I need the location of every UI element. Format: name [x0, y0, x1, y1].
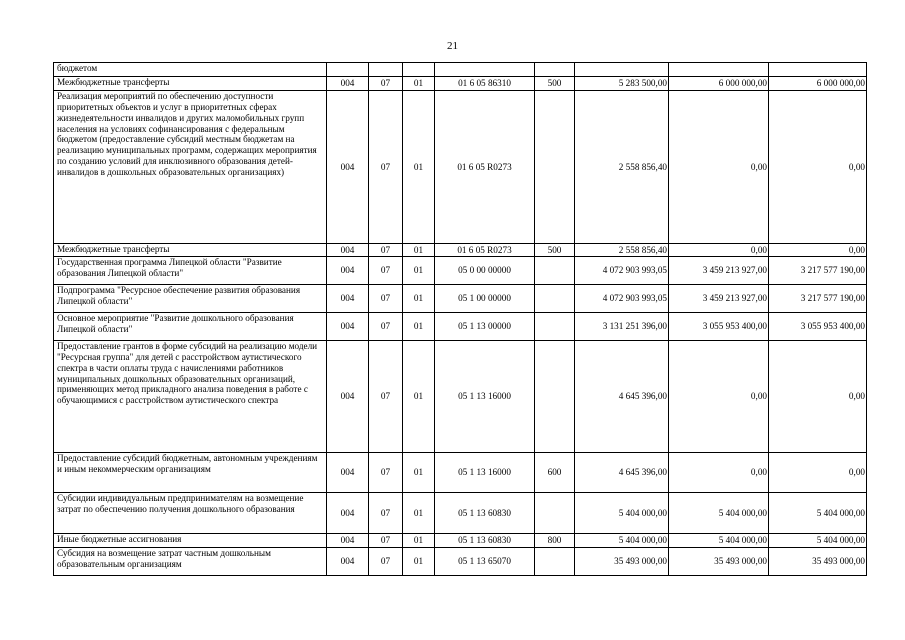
expense-type-code: 500 [535, 244, 575, 257]
amount-year-1: 4 072 903 993,05 [575, 257, 669, 285]
target-code: 01 6 05 86310 [435, 77, 535, 91]
amount-year-2: 0,00 [669, 244, 769, 257]
section-code: 07 [369, 257, 403, 285]
row-name: Реализация мероприятий по обеспечению доступности приоритетных объектов и услуг в приоритетных сферах жизнедеятельности инвалидов и других маломобильных групп населения на условиях софинансирования с федеральным бюджетом (предоставление субсидий местным бюджетам на реализацию муниципальных программ, содержащих мероприятия по созданию условий для инклюзивного образования детей-инвалидов в дошкольных образовательных организациях) [54, 91, 327, 244]
amount-year-1: 4 645 396,00 [575, 453, 669, 493]
expense-type-code: 600 [535, 453, 575, 493]
table-row [54, 257, 867, 285]
subsection-code: 01 [403, 341, 435, 453]
amount-year-3: 5 404 000,00 [769, 493, 867, 534]
target-code: 05 1 00 00000 [435, 285, 535, 313]
amount-year-3: 0,00 [769, 453, 867, 493]
amount-year-2: 5 404 000,00 [669, 534, 769, 548]
amount-year-2: 0,00 [669, 341, 769, 453]
subsection-code: 01 [403, 453, 435, 493]
subsection-code [403, 63, 435, 77]
row-name: Основное мероприятие "Развитие дошкольного образования Липецкой области" [54, 313, 327, 341]
expense-type-code [535, 313, 575, 341]
ministry-code: 004 [327, 548, 369, 576]
table-row [54, 453, 867, 493]
amount-year-3: 35 493 000,00 [769, 548, 867, 576]
row-name: Иные бюджетные ассигнования [54, 534, 327, 548]
expense-type-code [535, 548, 575, 576]
ministry-code: 004 [327, 257, 369, 285]
amount-year-1: 5 283 500,00 [575, 77, 669, 91]
budget-table [53, 62, 867, 576]
amount-year-1: 3 131 251 396,00 [575, 313, 669, 341]
ministry-code: 004 [327, 534, 369, 548]
section-code: 07 [369, 285, 403, 313]
section-code: 07 [369, 244, 403, 257]
subsection-code: 01 [403, 313, 435, 341]
amount-year-2: 0,00 [669, 453, 769, 493]
table-row [54, 285, 867, 313]
budget-table-body [54, 63, 867, 576]
amount-year-2 [669, 63, 769, 77]
page-number: 21 [447, 40, 458, 52]
amount-year-2: 3 055 953 400,00 [669, 313, 769, 341]
target-code: 05 1 13 60830 [435, 534, 535, 548]
ministry-code: 004 [327, 341, 369, 453]
table-row [54, 493, 867, 534]
row-name: Субсидии индивидуальным предпринимателям на возмещение затрат по обеспечению получения дошкольного образования [54, 493, 327, 534]
row-name: бюджетом [54, 63, 327, 77]
expense-type-code [535, 91, 575, 244]
amount-year-1: 35 493 000,00 [575, 548, 669, 576]
table-row [54, 313, 867, 341]
subsection-code: 01 [403, 548, 435, 576]
amount-year-3 [769, 63, 867, 77]
amount-year-2: 35 493 000,00 [669, 548, 769, 576]
expense-type-code [535, 493, 575, 534]
amount-year-3: 0,00 [769, 91, 867, 244]
row-name: Предоставление субсидий бюджетным, автономным учреждениям и иным некоммерческим организациям [54, 453, 327, 493]
ministry-code: 004 [327, 77, 369, 91]
amount-year-2: 0,00 [669, 91, 769, 244]
amount-year-2: 6 000 000,00 [669, 77, 769, 91]
table-row [54, 548, 867, 576]
amount-year-1: 4 072 903 993,05 [575, 285, 669, 313]
expense-type-code: 500 [535, 77, 575, 91]
target-code: 05 1 13 00000 [435, 313, 535, 341]
section-code: 07 [369, 77, 403, 91]
target-code [435, 63, 535, 77]
subsection-code: 01 [403, 285, 435, 313]
target-code: 05 1 13 16000 [435, 453, 535, 493]
section-code [369, 63, 403, 77]
table-row [54, 244, 867, 257]
subsection-code: 01 [403, 91, 435, 244]
target-code: 05 1 13 16000 [435, 341, 535, 453]
expense-type-code [535, 341, 575, 453]
amount-year-2: 5 404 000,00 [669, 493, 769, 534]
table-row [54, 341, 867, 453]
expense-type-code [535, 257, 575, 285]
amount-year-3: 6 000 000,00 [769, 77, 867, 91]
amount-year-3: 0,00 [769, 341, 867, 453]
amount-year-1: 4 645 396,00 [575, 341, 669, 453]
row-name: Межбюджетные трансферты [54, 77, 327, 91]
expense-type-code [535, 63, 575, 77]
section-code: 07 [369, 91, 403, 244]
row-name: Субсидия на возмещение затрат частным дошкольным образовательным организациям [54, 548, 327, 576]
amount-year-1 [575, 63, 669, 77]
amount-year-3: 0,00 [769, 244, 867, 257]
section-code: 07 [369, 493, 403, 534]
target-code: 01 6 05 R0273 [435, 91, 535, 244]
ministry-code: 004 [327, 91, 369, 244]
amount-year-2: 3 459 213 927,00 [669, 257, 769, 285]
ministry-code: 004 [327, 313, 369, 341]
amount-year-3: 5 404 000,00 [769, 534, 867, 548]
target-code: 05 0 00 00000 [435, 257, 535, 285]
subsection-code: 01 [403, 534, 435, 548]
ministry-code: 004 [327, 453, 369, 493]
subsection-code: 01 [403, 493, 435, 534]
target-code: 05 1 13 65070 [435, 548, 535, 576]
amount-year-1: 5 404 000,00 [575, 534, 669, 548]
section-code: 07 [369, 534, 403, 548]
amount-year-1: 2 558 856,40 [575, 244, 669, 257]
ministry-code [327, 63, 369, 77]
table-row [54, 534, 867, 548]
subsection-code: 01 [403, 244, 435, 257]
amount-year-1: 2 558 856,40 [575, 91, 669, 244]
expense-type-code [535, 285, 575, 313]
target-code: 01 6 05 R0273 [435, 244, 535, 257]
ministry-code: 004 [327, 493, 369, 534]
table-row [54, 91, 867, 244]
subsection-code: 01 [403, 257, 435, 285]
table-row [54, 63, 867, 77]
amount-year-3: 3 055 953 400,00 [769, 313, 867, 341]
section-code: 07 [369, 313, 403, 341]
amount-year-3: 3 217 577 190,00 [769, 285, 867, 313]
row-name: Предоставление грантов в форме субсидий на реализацию модели "Ресурсная группа" для детей с расстройством аутистического спектра в части оплаты труда с начислениями работников муниципальных дошкольных образовательных организаций, применяющих метод прикладного анализа поведения в работе с обучающимися с расстройством аутистического спектра [54, 341, 327, 453]
row-name: Государственная программа Липецкой области "Развитие образования Липецкой области" [54, 257, 327, 285]
ministry-code: 004 [327, 244, 369, 257]
amount-year-2: 3 459 213 927,00 [669, 285, 769, 313]
table-row [54, 77, 867, 91]
subsection-code: 01 [403, 77, 435, 91]
section-code: 07 [369, 548, 403, 576]
amount-year-3: 3 217 577 190,00 [769, 257, 867, 285]
expense-type-code: 800 [535, 534, 575, 548]
section-code: 07 [369, 453, 403, 493]
row-name: Межбюджетные трансферты [54, 244, 327, 257]
row-name: Подпрограмма "Ресурсное обеспечение развития образования Липецкой области" [54, 285, 327, 313]
target-code: 05 1 13 60830 [435, 493, 535, 534]
amount-year-1: 5 404 000,00 [575, 493, 669, 534]
section-code: 07 [369, 341, 403, 453]
ministry-code: 004 [327, 285, 369, 313]
